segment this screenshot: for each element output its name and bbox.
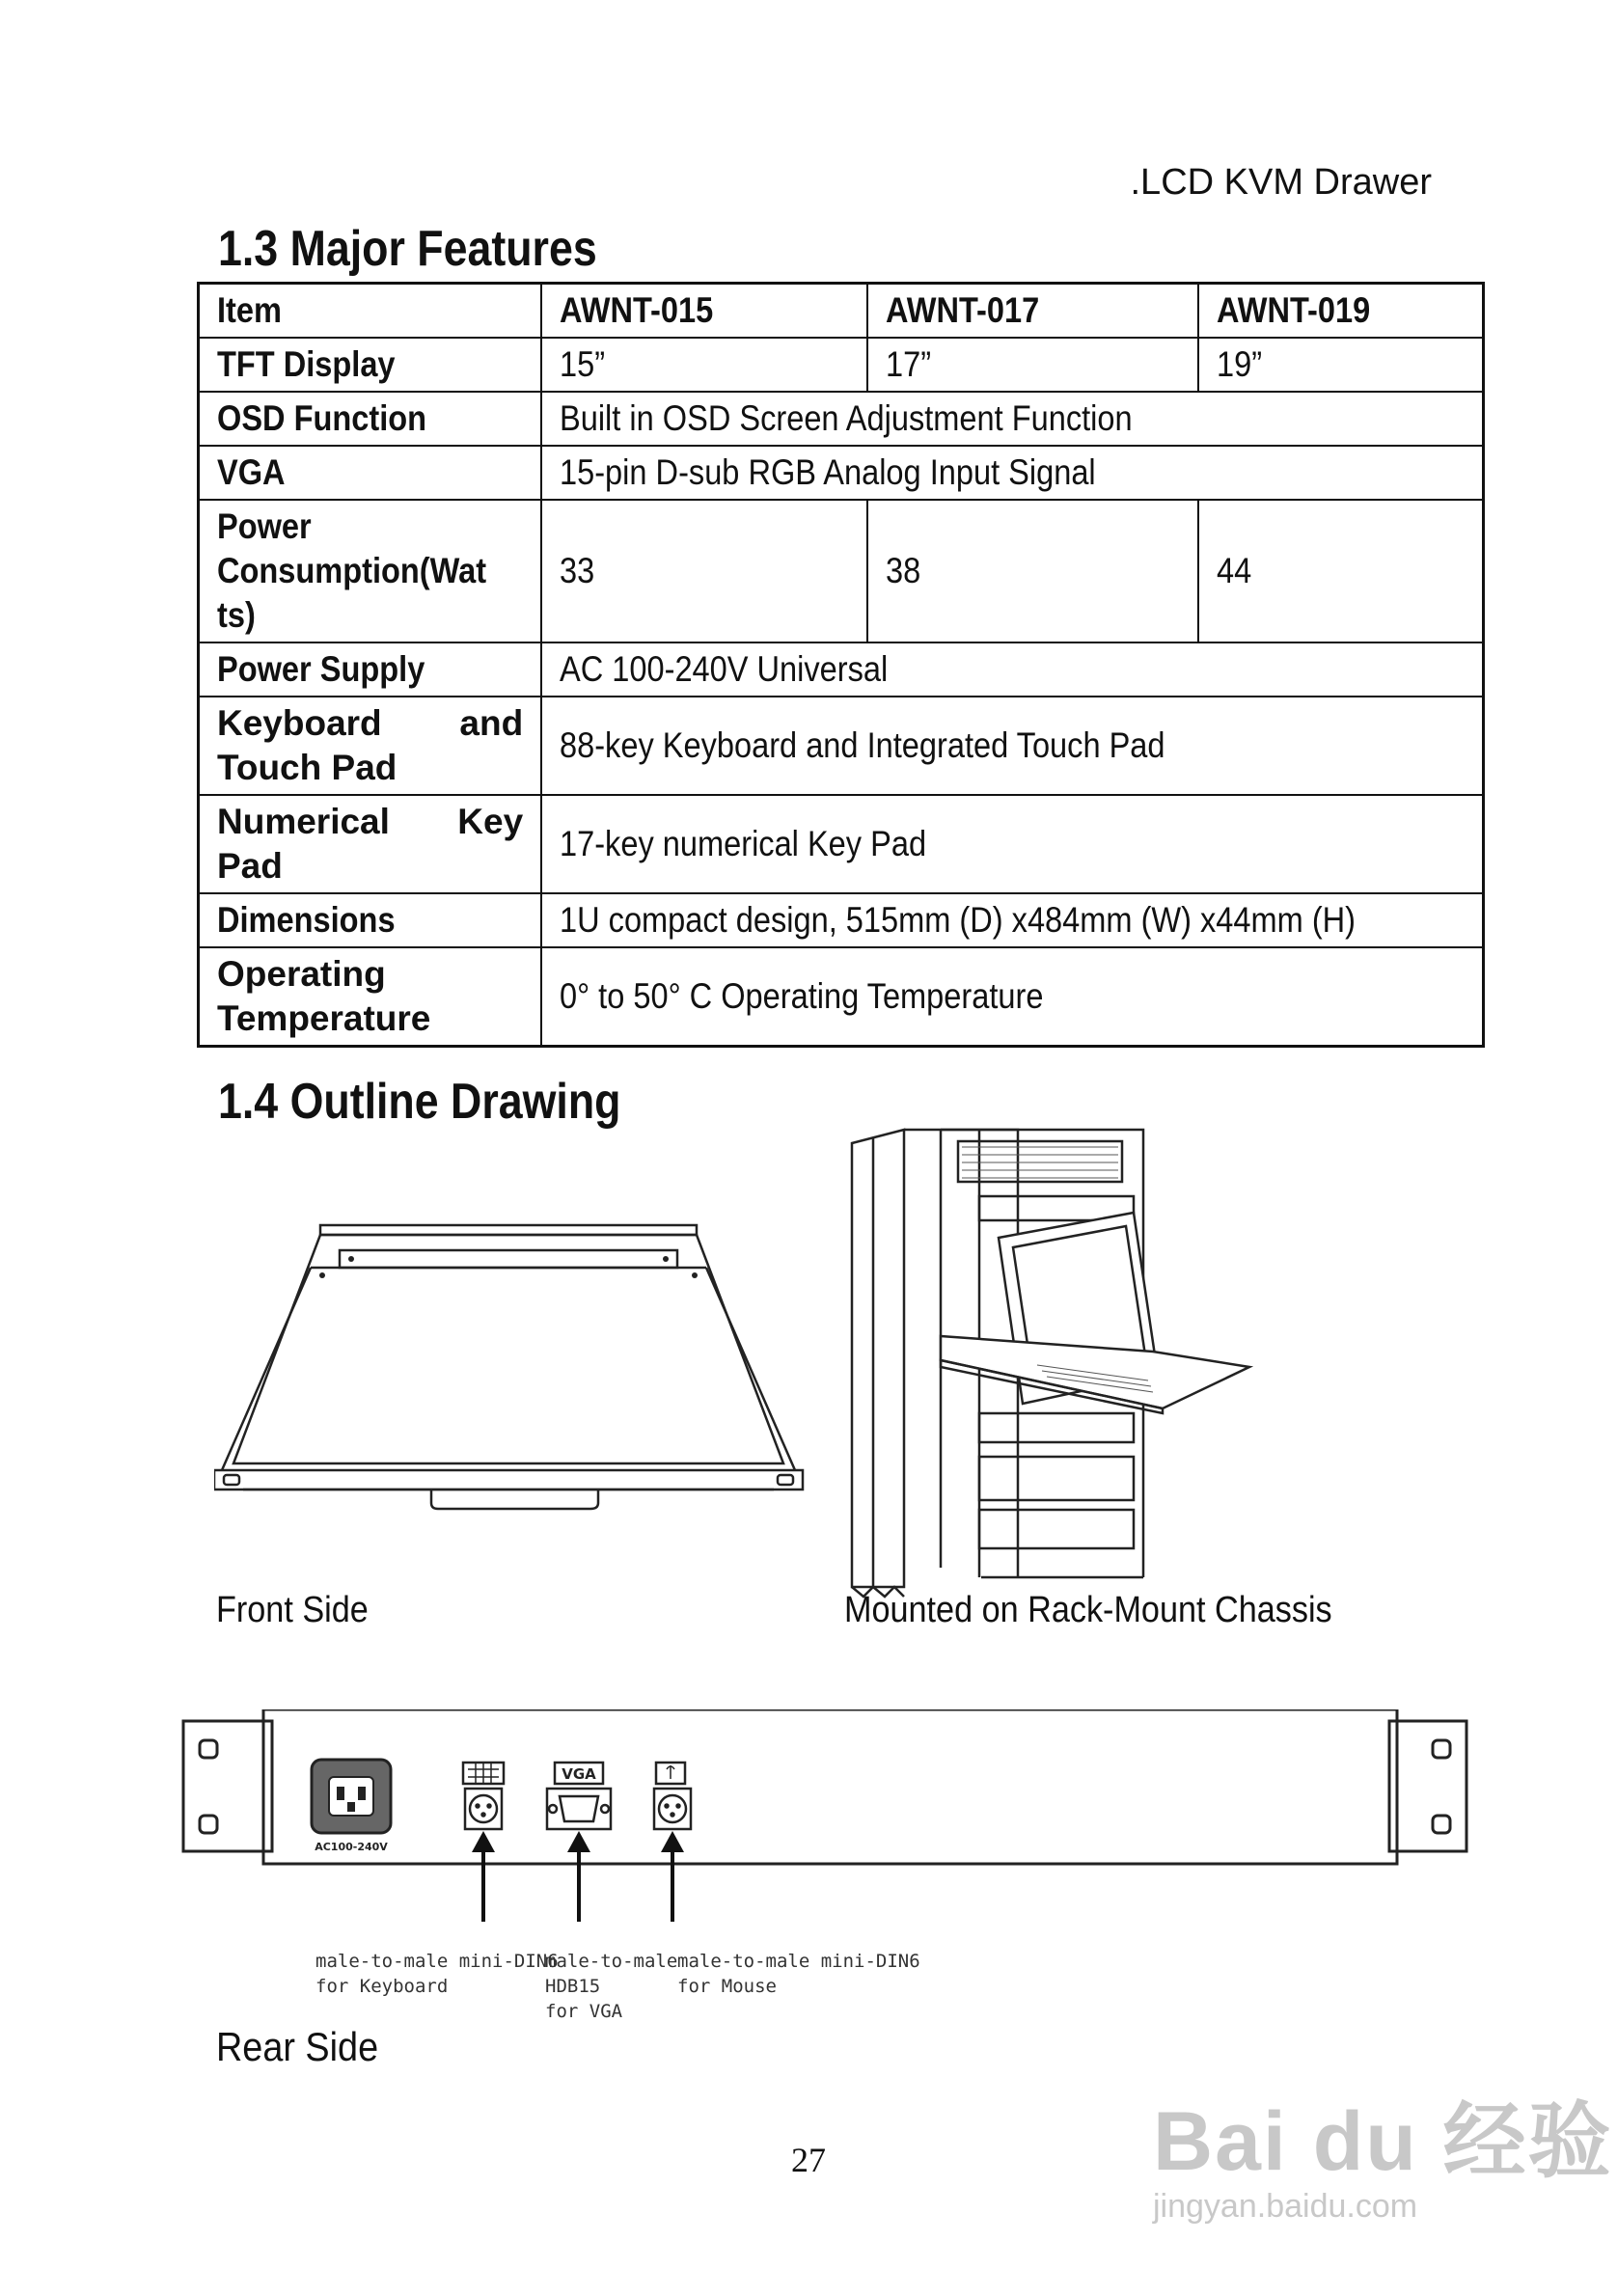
caption-front-side: Front Side: [216, 1590, 369, 1630]
table-row: [199, 697, 1484, 795]
cell: 19”: [1198, 338, 1483, 392]
annotation-keyboard: male-to-male mini-DIN6 for Keyboard: [315, 1951, 559, 1997]
cell: 33: [541, 500, 867, 642]
rack-mount-drawing: [844, 1124, 1278, 1606]
table-row: [199, 284, 1484, 339]
row-label: Keyboard and Touch Pad: [199, 697, 542, 795]
rear-side-drawing: [178, 1709, 1471, 1922]
arrow-icon: [661, 1831, 684, 1852]
vga-port-label: VGA: [562, 1765, 596, 1783]
power-socket: [312, 1760, 391, 1833]
cell: 17-key numerical Key Pad: [541, 795, 1483, 893]
caption-rack-mount: Mounted on Rack-Mount Chassis: [844, 1590, 1332, 1630]
power-label: AC100-240V: [315, 1841, 388, 1853]
cell: 15”: [541, 338, 867, 392]
arrow-icon: [472, 1831, 495, 1852]
row-label: Numerical Key Pad: [199, 795, 542, 893]
table-row: [199, 947, 1484, 1047]
row-label: VGA: [199, 446, 542, 500]
cell: 88-key Keyboard and Integrated Touch Pad: [541, 697, 1483, 795]
cell: 15-pin D-sub RGB Analog Input Signal: [541, 446, 1483, 500]
annotation-vga: male-to-male HDB15 for VGA: [545, 1951, 678, 2022]
cell: 17”: [867, 338, 1198, 392]
watermark-url: jingyan.baidu.com: [1153, 2188, 1418, 2225]
arrow-icon: [567, 1831, 590, 1852]
features-table: [197, 282, 1485, 1048]
row-label: TFT Display: [199, 338, 542, 392]
section-title-outline-drawing: 1.4 Outline Drawing: [218, 1074, 621, 1130]
table-row: [199, 446, 1484, 500]
table-row: [199, 795, 1484, 893]
table-header-model: AWNT-019: [1198, 284, 1483, 339]
table-row: [199, 642, 1484, 697]
table-row: [199, 500, 1484, 642]
cell: 44: [1198, 500, 1483, 642]
row-label: OSD Function: [199, 392, 542, 446]
table-row: [199, 392, 1484, 446]
watermark: [1153, 2074, 1613, 2226]
page-number: 27: [791, 2141, 826, 2179]
caption-rear-side: Rear Side: [216, 2024, 379, 2069]
section-title-major-features: 1.3 Major Features: [218, 221, 597, 277]
cell: 38: [867, 500, 1198, 642]
table-row: [199, 893, 1484, 947]
row-label: Dimensions: [199, 893, 542, 947]
table-header-model: AWNT-015: [541, 284, 867, 339]
watermark-brand: Bai du 经验: [1153, 2095, 1613, 2188]
front-side-drawing: [214, 1217, 812, 1526]
document-header: .LCD KVM Drawer: [1130, 162, 1432, 203]
table-row: [199, 338, 1484, 392]
annotation-mouse: male-to-male mini-DIN6 for Mouse: [677, 1951, 920, 1997]
row-label: Power Consumption(Wat ts): [199, 500, 542, 642]
table-header-model: AWNT-017: [867, 284, 1198, 339]
cell: AC 100-240V Universal: [541, 642, 1483, 697]
table-header-item: Item: [199, 284, 542, 339]
cell: Built in OSD Screen Adjustment Function: [541, 392, 1483, 446]
row-label: Operating Temperature: [199, 947, 542, 1047]
cell: 1U compact design, 515mm (D) x484mm (W) x44mm (H): [541, 893, 1483, 947]
row-label: Power Supply: [199, 642, 542, 697]
cell: 0° to 50° C Operating Temperature: [541, 947, 1483, 1047]
